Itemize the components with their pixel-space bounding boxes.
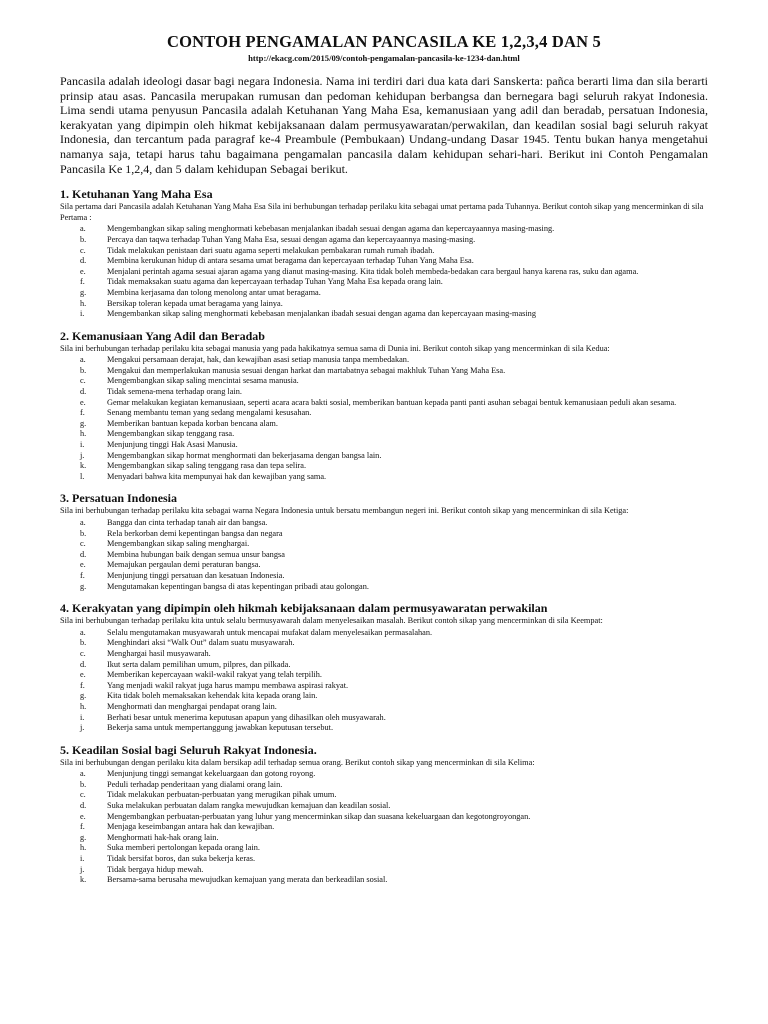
list-item-text: Menghargai hasil musyawarah. [107, 648, 211, 658]
list-item-text: Bekerja sama untuk mempertanggung jawabkan keputusan tersebut. [107, 723, 334, 733]
list-item [60, 723, 708, 734]
list-item-text: Yang menjadi wakil rakyat juga harus mampu membawa aspirasi rakyat. [107, 680, 349, 690]
list-item [60, 660, 708, 671]
list-item-text: Percaya dan taqwa terhadap Tuhan Yang Maha Esa, sesuai dengan agama dan kepercayaannya masing-masing. [107, 234, 476, 244]
list-item-letter: c. [80, 790, 86, 800]
section-heading: 4. Kerakyatan yang dipimpin oleh hikmah kebijaksanaan dalam permusyawaratan perwakilan [60, 601, 548, 616]
list-item-text: Peduli terhadap penderitaan yang dialami orang lain. [107, 779, 283, 789]
list-item-text: Mengembangkan perbuatan-perbuatan yang luhur yang mencerminkan sikap dan suasana kekeluargaan dan kegotongroyongan. [107, 811, 531, 821]
list-item-letter: d. [80, 659, 87, 669]
document-title: CONTOH PENGAMALAN PANCASILA KE 1,2,3,4 DAN 5 [166, 32, 601, 51]
section-heading: 1. Ketuhanan Yang Maha Esa [60, 187, 213, 202]
list-item-letter: d. [80, 256, 87, 266]
section-heading: 5. Keadilan Sosial bagi Seluruh Rakyat Indonesia. [60, 742, 317, 757]
list-item-letter: f. [80, 277, 85, 287]
list-item [60, 769, 708, 780]
section [60, 491, 708, 592]
section-intro: Sila ini berhubungan dengan perilaku kita dalam bersikap adil terhadap semua orang. Berikut contoh sikap yang mencerminkan di sila Kelima: [60, 757, 535, 767]
list-item [60, 429, 708, 440]
list-item-text: Gemar melakukan kegiatan kemanusiaan, seperti acara acara bakti sosial, memberikan bantuan kepada panti panti asuhan sebagai bentuk kemanusiaan peduli akan sesama. [107, 397, 677, 407]
list-item [60, 224, 708, 235]
list-item-letter: f. [80, 680, 85, 690]
list-item-text: Menjalani perintah agama sesuai ajaran agama yang dianut masing-masing. Kita tidak boleh membeda-bedakan cara bergaul hanya karena ras, suku dan agama. [107, 266, 639, 276]
list-item [60, 801, 708, 812]
list-item [60, 398, 708, 409]
section-list [60, 769, 708, 886]
list-item [60, 440, 708, 451]
list-item-letter: b. [80, 528, 87, 538]
list-item-text: Mengakui persamaan derajat, hak, dan kewajiban asasi setiap manusia tanpa membedakan. [107, 355, 410, 365]
list-item-text: Kita tidak boleh memaksakan kehendak kita kepada orang lain. [107, 691, 318, 701]
list-item-text: Tidak melakukan penistaan dari suatu agama seperti melakukan pembakaran rumah rumah ibadah. [107, 245, 435, 255]
list-item-letter: l. [80, 471, 85, 481]
list-item [60, 309, 708, 320]
list-item-text: Mengembangkan sikap saling tenggang rasa dan tepa selira. [107, 461, 307, 471]
list-item [60, 560, 708, 571]
list-item-letter: e. [80, 811, 86, 821]
list-item [60, 790, 708, 801]
list-item-letter: c. [80, 376, 86, 386]
list-item-text: Bersikap toleran kepada umat beragama yang lainya. [107, 298, 283, 308]
list-item-text: Senang membantu teman yang sedang mengalami kesusahan. [107, 408, 312, 418]
list-item-letter: h. [80, 843, 87, 853]
list-item [60, 843, 708, 854]
list-item-text: Bangga dan cinta terhadap tanah air dan bangsa. [107, 518, 268, 527]
list-item-text: Menyadari bahwa kita mempunyai hak dan kewajiban yang sama. [107, 471, 327, 481]
section [60, 187, 708, 320]
list-item [60, 812, 708, 823]
section [60, 743, 708, 886]
list-item [60, 702, 708, 713]
list-item-text: Memberikan kepercayaan wakil-wakil rakyat yang telah terpilih. [107, 670, 322, 680]
list-item-letter: b. [80, 365, 87, 375]
list-item-text: Menghindari aksi “Walk Out” dalam suatu musyawarah. [107, 638, 295, 648]
list-item-text: Suka melakukan perbuatan dalam rangka mewujudkan kemajuan dan keadilan sosial. [107, 801, 391, 811]
list-item [60, 366, 708, 377]
list-item [60, 670, 708, 681]
list-item-letter: a. [80, 518, 86, 527]
list-item-text: Tidak memaksakan suatu agama dan kepercayaan terhadap Tuhan Yang Maha Esa kepada orang lain. [107, 277, 443, 287]
list-item [60, 691, 708, 702]
list-item-letter: k. [80, 461, 87, 471]
list-item-text: Berhati besar untuk menerima keputusan apapun yang dihasilkan oleh musyawarah. [107, 712, 386, 722]
list-item [60, 822, 708, 833]
list-item [60, 235, 708, 246]
list-item-letter: b. [80, 234, 87, 244]
list-item-text: Menghormati hak-hak orang lain. [107, 832, 219, 842]
section-list [60, 628, 708, 734]
list-item [60, 256, 708, 267]
list-item-text: Menjunjung tinggi semangat kekeluargaan dan gotong royong. [107, 769, 316, 779]
list-item-text: Mengutamakan kepentingan bangsa di atas kepentingan pribadi atau golongan. [107, 581, 369, 591]
list-item-letter: f. [80, 822, 85, 832]
source-url: http://ekacg.com/2015/09/contoh-pengamalan-pancasila-ke-1234-dan.html [248, 53, 520, 63]
list-item-letter: a. [80, 355, 86, 365]
section-heading: 3. Persatuan Indonesia [60, 491, 178, 506]
list-item-text: Suka memberi pertolongan kepada orang lain. [107, 843, 260, 853]
list-item-letter: a. [80, 769, 86, 779]
list-item-text: Rela berkorban demi kepentingan bangsa dan negara [107, 528, 283, 538]
list-item [60, 387, 708, 398]
list-item-letter: g. [80, 418, 87, 428]
section [60, 601, 708, 734]
list-item-text: Menjunjung tinggi persatuan dan kesatuan Indonesia. [107, 570, 285, 580]
list-item-letter: j. [80, 864, 85, 874]
list-item-text: Membina kerjasama dan tolong menolong antar umat beragama. [107, 287, 321, 297]
list-item-letter: h. [80, 429, 87, 439]
list-item [60, 288, 708, 299]
list-item-letter: h. [80, 701, 87, 711]
section-list [60, 224, 708, 319]
list-item-letter: d. [80, 387, 87, 397]
list-item [60, 376, 708, 387]
list-item-text: Menghormati dan menghargai pendapat orang lain. [107, 701, 277, 711]
list-item [60, 518, 708, 529]
list-item-text: Mengembangkan sikap saling menghormati kebebasan menjalankan ibadah sesuai dengan agama dan kepercayaannya masing-masing. [107, 224, 555, 234]
list-item-text: Mengembangkan sikap saling mencintai sesama manusia. [107, 376, 299, 386]
list-item [60, 571, 708, 582]
list-item-text: Membina kerukunan hidup di antara sesama umat beragama dan kepercayaan terhadap Tuhan Yang Maha Esa. [107, 256, 474, 266]
list-item [60, 451, 708, 462]
section-intro: Sila pertama dari Pancasila adalah Ketuhanan Yang Maha Esa Sila ini berhubungan terhadap perilaku kita sebagai umat pertama pada Tuhannya. Berikut contoh sikap yang mencerminkan di sila Pertama : [60, 202, 704, 222]
list-item-letter: a. [80, 224, 86, 234]
list-item-letter: j. [80, 450, 85, 460]
list-item-letter: c. [80, 245, 86, 255]
section [60, 329, 708, 483]
list-item-letter: e. [80, 397, 86, 407]
list-item [60, 649, 708, 660]
list-item-letter: a. [80, 627, 86, 637]
list-item [60, 875, 708, 886]
list-item-text: Menjaga keseimbangan antara hak dan kewajiban. [107, 822, 275, 832]
list-item [60, 299, 708, 310]
list-item [60, 529, 708, 540]
sections-container [60, 187, 708, 886]
list-item-letter: g. [80, 691, 87, 701]
list-item-letter: b. [80, 638, 87, 648]
list-item [60, 277, 708, 288]
list-item-letter: g. [80, 581, 87, 591]
list-item-text: Ikut serta dalam pemilihan umum, pilpres, dan pilkada. [107, 659, 291, 669]
list-item-text: Mengembangkan sikap hormat menghormati dan bekerjasama dengan bangsa lain. [107, 450, 382, 460]
list-item-text: Memberikan bantuan kepada korban bencana alam. [107, 418, 278, 428]
list-item-letter: h. [80, 298, 87, 308]
list-item-letter: j. [80, 723, 85, 733]
list-item [60, 419, 708, 430]
list-item [60, 550, 708, 561]
list-item [60, 780, 708, 791]
list-item-letter: c. [80, 648, 86, 658]
list-item [60, 408, 708, 419]
list-item-text: Selalu mengutamakan musyawarah untuk mencapai mufakat dalam menyelesaikan permasalahan. [107, 627, 433, 637]
list-item-letter: c. [80, 539, 86, 549]
list-item-letter: e. [80, 670, 86, 680]
list-item-letter: g. [80, 832, 87, 842]
section-heading: 2. Kemanusiaan Yang Adil dan Beradab [60, 328, 265, 343]
list-item [60, 854, 708, 865]
list-item-text: Tidak bergaya hidup mewah. [107, 864, 204, 874]
section-intro: Sila ini berhubungan terhadap perilaku kita sebagai manusia yang pada hakikatnya semua sama di Dunia ini. Berikut contoh sikap yang mencerminkan di sila Kedua: [60, 343, 610, 353]
list-item-letter: e. [80, 266, 86, 276]
list-item-letter: d. [80, 549, 87, 559]
section-intro: Sila ini berhubungan terhadap perilaku kita sebagai warna Negara Indonesia untuk bersatu membangun negeri ini. Berikut contoh sikap yang mencerminkan di sila Ketiga: [60, 506, 629, 516]
list-item-letter: g. [80, 287, 87, 297]
list-item [60, 472, 708, 483]
list-item-letter: f. [80, 570, 85, 580]
list-item-letter: k. [80, 875, 87, 885]
list-item [60, 539, 708, 550]
list-item [60, 461, 708, 472]
list-item [60, 638, 708, 649]
section-list [60, 518, 708, 592]
list-item [60, 267, 708, 278]
list-item [60, 833, 708, 844]
intro-paragraph: Pancasila adalah ideologi dasar bagi negara Indonesia. Nama ini terdiri dari dua kata dari Sanskerta: pañca berarti lima dan sila berarti prinsip atau asas. Pancasila merupakan rumusan dan pedoman kehidupan berbangsa dan bernegara bagi seluruh rakyat Indonesia. Lima sendi utama penyusun Pancasila adalah Ketuhanan Yang Maha Esa, kemanusiaan yang adil dan beradab, persatuan Indonesia, kerakyatan yang dipimpin oleh hikmat kebijaksanaan dalam permusyawaratan/perwakilan, dan keadilan sosial bagi seluruh rakyat Indonesia, dan tercantum pada paragraf ke-4 Preambule (Pembukaan) Undang-undang Dasar 1945. Tentu bukan hanya mengetahui namanya saja, tetapi harus tahu bagaimana pengamalan pancasila dalam kehidupan sehari-hari. Berikut ini Contoh Pengamalan Pancasila Ke 1,2,4, dan 5 dalam kehidupan Sebagai berikut. [60, 74, 708, 176]
list-item [60, 681, 708, 692]
list-item [60, 628, 708, 639]
list-item-text: Bersama-sama berusaha mewujudkan kemajuan yang merata dan berkeadilan sosial. [107, 875, 388, 885]
list-item [60, 355, 708, 366]
list-item-letter: i. [80, 440, 85, 450]
list-item-letter: b. [80, 779, 87, 789]
list-item-text: Mengembankan sikap saling menghormati kebebasan menjalankan ibadah sesuai dengan agama dan kepercayaan masing-masing [107, 309, 536, 319]
list-item [60, 713, 708, 724]
section-list [60, 355, 708, 482]
list-item-text: Mengembangkan sikap saling menghargai. [107, 539, 250, 549]
list-item-text: Tidak semena-mena terhadap orang lain. [107, 387, 242, 397]
list-item-text: Mengembangkan sikap tenggang rasa. [107, 429, 235, 439]
list-item-letter: i. [80, 712, 85, 722]
list-item-text: Tidak bersifat boros, dan suka bekerja keras. [107, 854, 256, 864]
list-item-text: Menjunjung tinggi Hak Asasi Manusia. [107, 440, 238, 450]
list-item [60, 865, 708, 876]
list-item-letter: f. [80, 408, 85, 418]
list-item [60, 582, 708, 593]
list-item-text: Membina hubungan baik dengan semua unsur bangsa [107, 549, 285, 559]
list-item-letter: e. [80, 560, 86, 570]
list-item-letter: i. [80, 309, 85, 319]
list-item-text: Mengakui dan memperlakukan manusia sesuai dengan harkat dan martabatnya sebagai makhluk Tuhan Yang Maha Esa. [107, 365, 506, 375]
list-item [60, 246, 708, 257]
list-item-text: Memajukan pergaulan demi peraturan bangsa. [107, 560, 261, 570]
list-item-text: Tidak melakukan perbuatan-perbuatan yang merugikan pihak umum. [107, 790, 337, 800]
section-intro: Sila ini berhubungan terhadap perilaku kita untuk selalu bermusyawarah dalam menyelesaikan masalah. Berikut contoh sikap yang mencerminkan di sila Keempat: [60, 616, 603, 626]
list-item-letter: i. [80, 854, 85, 864]
list-item-letter: d. [80, 801, 87, 811]
